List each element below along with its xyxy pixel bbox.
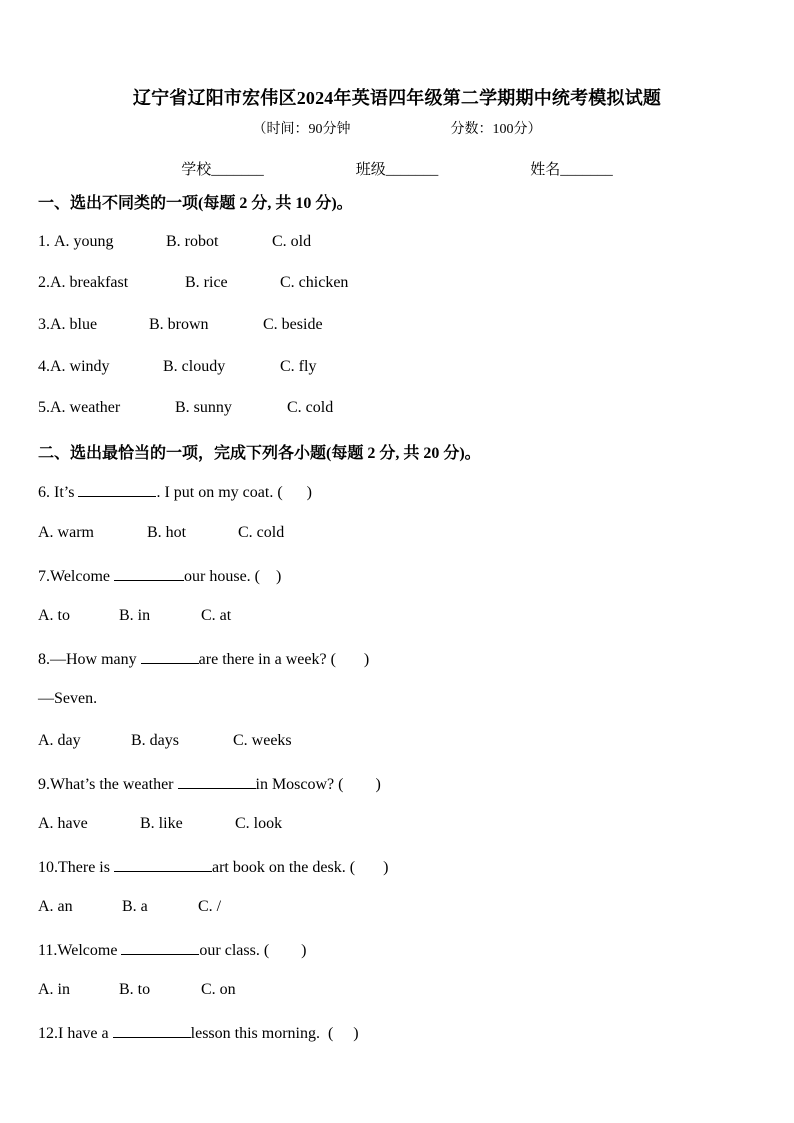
option-b: B. robot [166, 233, 219, 250]
option-c: C. beside [263, 316, 323, 333]
question-2 [38, 274, 348, 292]
question-11-options [38, 981, 236, 999]
question-8 [38, 649, 369, 669]
option-c: C. at [201, 607, 232, 624]
option-b: B. rice [185, 274, 228, 291]
question-9 [38, 774, 381, 794]
option-b: B. days [131, 732, 179, 749]
question-8-options [38, 732, 292, 750]
question-10 [38, 857, 388, 877]
option-b: B. brown [149, 316, 209, 333]
question-7-options [38, 607, 231, 625]
option-a: A. blue [50, 316, 98, 333]
option-b: B. cloudy [163, 358, 226, 375]
option-a: A. an [38, 898, 73, 915]
option-c: C. fly [280, 358, 317, 375]
question-text: our class. ( ) [199, 942, 307, 959]
option-b: B. in [119, 607, 151, 624]
class-field: 班级_______ [355, 162, 439, 178]
answer-blank [78, 482, 156, 497]
question-5 [38, 399, 333, 417]
question-number: 3. [38, 316, 50, 333]
option-a: A. breakfast [50, 274, 129, 291]
answer-blank [114, 566, 184, 581]
question-8-reply: —Seven. [38, 690, 98, 707]
option-c: C. on [201, 981, 236, 998]
exam-info [0, 118, 794, 138]
question-6 [38, 482, 312, 502]
school-field: 学校_______ [181, 162, 264, 178]
option-c: C. old [272, 233, 312, 250]
section1-heading: 一、选出不同类的一项(每题 2 分, 共 10 分)。 [38, 195, 353, 212]
section2-heading: 二、选出最恰当的一项，完成下列各小题(每题 2 分, 共 20 分)。 [38, 445, 481, 462]
option-a: A. have [38, 815, 88, 832]
option-c: C. look [235, 815, 283, 832]
question-text: our house. ( ) [184, 568, 282, 585]
option-a: A. windy [50, 358, 110, 375]
question-number: 2. [38, 274, 50, 291]
answer-blank [113, 1023, 191, 1038]
question-7 [38, 566, 281, 586]
question-text: 6. It’s [38, 484, 79, 501]
question-text: 12.I have a [38, 1025, 113, 1042]
option-b: B. like [140, 815, 183, 832]
score-info: 分数：100分） [450, 122, 542, 137]
option-a: A. in [38, 981, 70, 998]
question-number: 4. [38, 358, 50, 375]
option-a: A. young [54, 233, 114, 250]
question-9-options [38, 815, 282, 833]
name-field: 姓名_______ [530, 162, 613, 178]
question-4 [38, 358, 316, 376]
question-text: 10.There is [38, 859, 114, 876]
option-c: C. cold [287, 399, 334, 416]
question-text: lesson this morning. ( ) [190, 1025, 359, 1042]
question-number: 1. [38, 233, 54, 250]
option-c: C. weeks [233, 732, 292, 749]
question-text: 8.—How many [38, 651, 141, 668]
answer-blank [141, 649, 199, 664]
question-text: 9.What’s the weather [38, 776, 178, 793]
option-c: C. / [198, 898, 222, 915]
question-12 [38, 1023, 359, 1043]
question-11 [38, 940, 307, 960]
option-a: A. to [38, 607, 70, 624]
answer-blank [114, 857, 212, 872]
option-a: A. weather [50, 399, 121, 416]
question-text: 7.Welcome [38, 568, 115, 585]
question-6-options [38, 524, 284, 542]
option-b: B. hot [147, 524, 187, 541]
option-b: B. a [122, 898, 148, 915]
time-info: （时间：90分钟 [252, 122, 351, 137]
page-title: 辽宁省辽阳市宏伟区2024年英语四年级第二学期期中统考模拟试题 [132, 88, 662, 108]
option-a: A. warm [38, 524, 94, 541]
option-c: C. cold [238, 524, 285, 541]
option-b: B. sunny [175, 399, 232, 416]
question-text: 11.Welcome [38, 942, 122, 959]
answer-blank [178, 774, 256, 789]
question-3 [38, 316, 323, 334]
question-text: . I put on my coat. ( ) [156, 484, 312, 501]
option-a: A. day [38, 732, 81, 749]
option-c: C. chicken [280, 274, 349, 291]
question-text: art book on the desk. ( ) [211, 859, 389, 876]
question-10-options [38, 898, 221, 916]
question-text: in Moscow? ( ) [255, 776, 381, 793]
question-number: 5. [38, 399, 50, 416]
question-1 [38, 233, 311, 251]
student-fields [0, 158, 794, 179]
question-text: are there in a week? ( ) [198, 651, 370, 668]
answer-blank [121, 940, 199, 955]
option-b: B. to [119, 981, 151, 998]
